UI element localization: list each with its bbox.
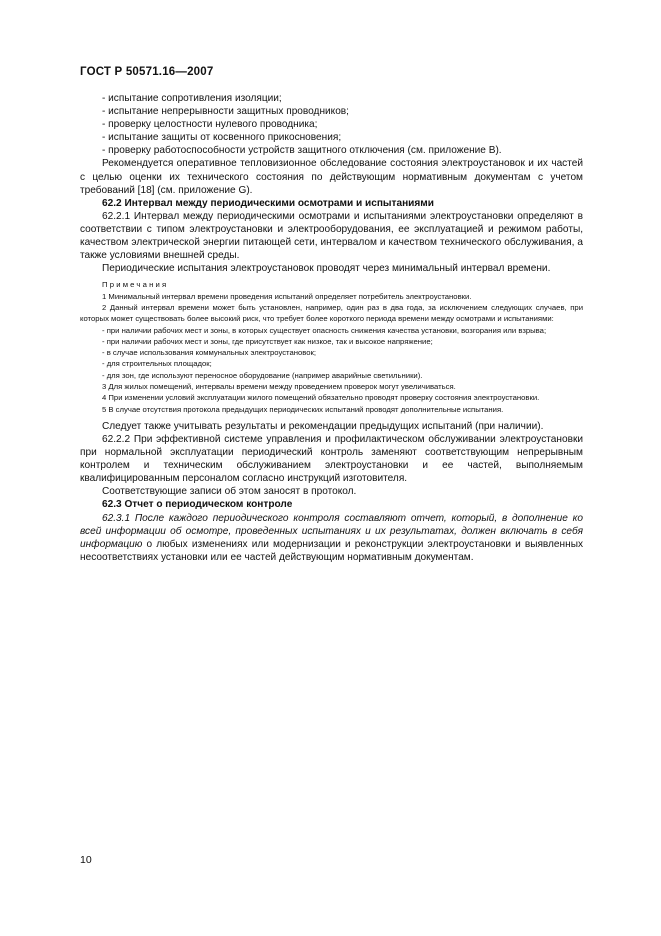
note-2-item: - для зон, где используют переносное оборудование (например аварийные светильники).: [102, 370, 423, 380]
list-item: - проверку работоспособности устройств защитного отключения (см. приложение В).: [102, 145, 502, 157]
paragraph-follow: Следует также учитывать результаты и рекомендации предыдущих испытаний (при наличии).: [102, 420, 544, 432]
note-5: 5 В случае отсутствия протокола предыдущих периодических испытаний проводят дополнительные испытания.: [102, 404, 504, 414]
list-item: - испытание непрерывности защитных проводников;: [102, 106, 349, 118]
note-4: 4 При изменении условий эксплуатации жилого помещений обязательно проводят проверку состояния электроустановки.: [102, 393, 540, 403]
note-2-item: - для строительных площадок;: [102, 359, 212, 369]
document-header: ГОСТ Р 50571.16—2007: [80, 66, 214, 78]
paragraph-62-2-1: 62.2.1 Интервал между периодическими осмотрами и испытаниями электроустановки определяют в соответствии с типом электроустановки и электрооборудования, ее эксплуатацией и режимом работы, качеством электрической энергии питающей сети, интервалом и качеством технического обслуживания, а также условиями внешней среды.: [80, 210, 583, 262]
note-2: 2 Данный интервал времени может быть установлен, например, один раз в два года, за исключением следующих случаев, при которых может существовать более высокий риск, что требует более короткого периода времени между осмотрами и испытаниями:: [80, 302, 583, 324]
list-item: - испытание защиты от косвенного прикосновения;: [102, 132, 342, 144]
list-item: - проверку целостности нулевого проводника;: [102, 119, 318, 131]
note-2-item: - в случае использования коммунальных электроустановок;: [102, 348, 317, 358]
note-1: 1 Минимальный интервал времени проведения испытаний определяет потребитель электроустановки.: [102, 291, 472, 301]
paragraph-62-2-2: 62.2.2 При эффективной системе управления и профилактическом обслуживании электроустановки при нормальной эксплуатации периодический контроль заменяют соответствующим непрерывным контролем и техническим обслуживанием электроустановки и ее частей, выполняемым квалифицированным персоналом согласно инструкций изготовителя.: [80, 433, 583, 485]
notes-heading: Примечания: [102, 280, 169, 290]
note-2-item: - при наличии рабочих мест и зоны, в которых существует опасность снижения качества установки, возгорания или взрыва;: [102, 325, 547, 335]
page-number: 10: [80, 854, 92, 866]
paragraph-62-3-1-italic: 62.3.1 После каждого периодического контроля составляют отчет, который, в дополнение ко всей информации об осмотре, проведенных испытаниях и их результатах, должен включать в себя информацию: [80, 512, 583, 550]
paragraph-62-3-1: [80, 512, 583, 564]
paragraph-62-3-1-normal: о любых изменениях или модернизации и реконструкции электроустановки и выявленных несоответствиях установки или ее частей действующим нормативным документам.: [80, 538, 583, 563]
list-item: - испытание сопротивления изоляции;: [102, 93, 282, 104]
note-3: 3 Для жилых помещений, интервалы времени между проведением проверок могут увеличиваться.: [102, 381, 456, 391]
page-body: [80, 92, 583, 564]
recommendation-paragraph: Рекомендуется оперативное тепловизионное обследование состояния электроустановок и их частей с целью оценки их технического состояния по действующим нормативным документам с учетом требований [18] (см. приложение G).: [80, 158, 583, 196]
paragraph-records: Соответствующие записи об этом заносят в протокол.: [102, 486, 357, 498]
section-heading-62-3: 62.3 Отчет о периодическом контроле: [102, 499, 293, 511]
section-heading-62-2: 62.2 Интервал между периодическими осмотрами и испытаниями: [102, 197, 434, 209]
paragraph-min-interval: Периодические испытания электроустановок проводят через минимальный интервал времени.: [102, 263, 551, 275]
note-2-item: - при наличии рабочих мест и зоны, где присутствует как низкое, так и высокое напряжение;: [102, 336, 433, 346]
